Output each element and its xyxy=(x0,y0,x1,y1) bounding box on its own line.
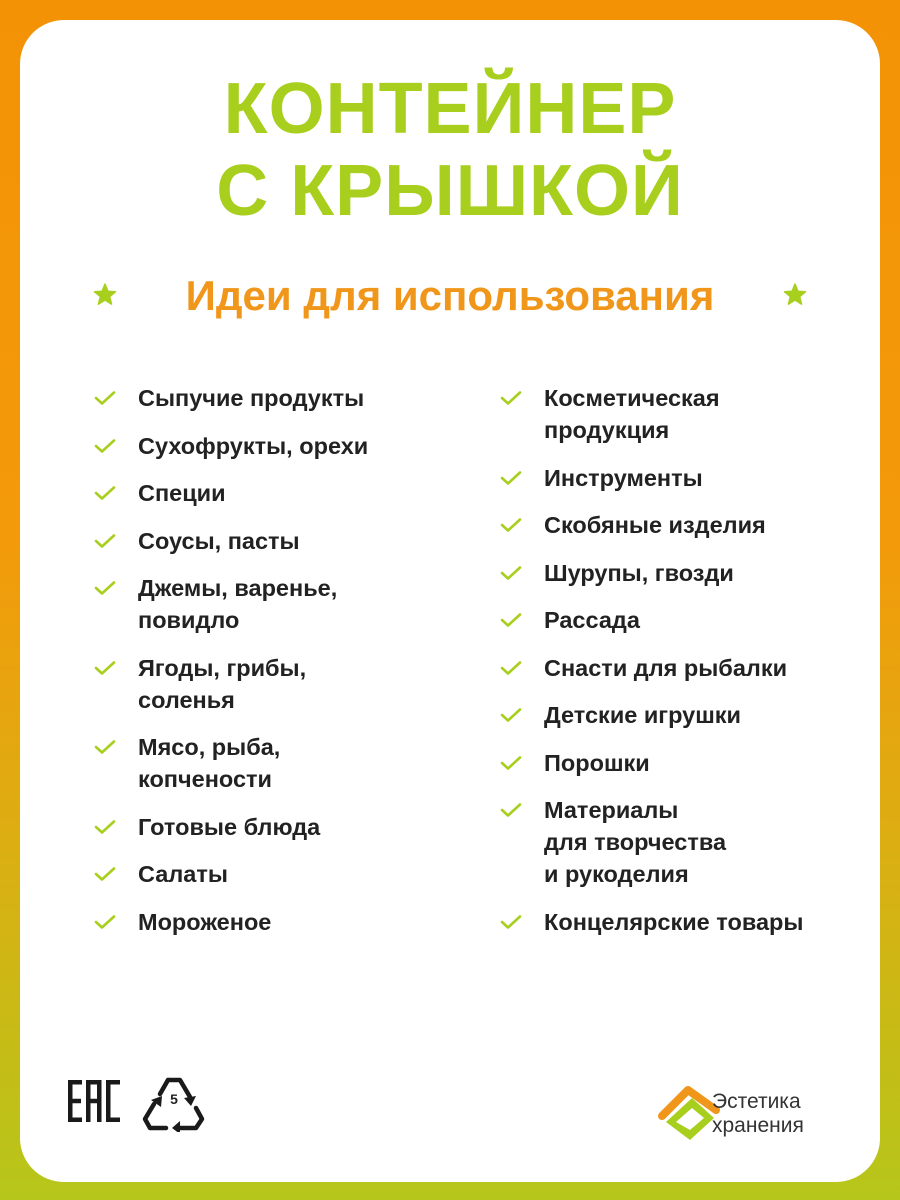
check-icon xyxy=(94,660,116,676)
list-item xyxy=(500,462,870,494)
check-icon xyxy=(94,438,116,454)
list-item-text: повидло xyxy=(138,607,240,633)
eac-icon xyxy=(66,1078,122,1124)
list-item-text: Косметическая xyxy=(544,385,720,411)
list-item-text: Концелярские товары xyxy=(544,908,804,935)
check-icon xyxy=(500,612,522,628)
list-item-text: Готовые блюда xyxy=(138,813,321,840)
list-item-text: Порошки xyxy=(544,749,650,776)
title-line-1: КОНТЕЙНЕР xyxy=(223,69,677,149)
brand-name xyxy=(712,1090,804,1138)
list-item xyxy=(94,652,474,716)
list-item-text: Салаты xyxy=(138,861,228,887)
check-icon xyxy=(500,470,522,486)
check-icon xyxy=(500,707,522,723)
list-item-text: Сыпучие продукты xyxy=(138,385,365,411)
list-item xyxy=(94,858,474,890)
list-item-text: Джемы, варенье, xyxy=(138,575,338,601)
brand-line-1: Эстетика xyxy=(712,1090,801,1113)
usage-list-left xyxy=(94,382,474,953)
check-icon xyxy=(94,739,116,755)
check-icon xyxy=(94,580,116,596)
list-item-text: для творчества xyxy=(544,829,727,855)
info-card xyxy=(20,20,880,1182)
list-item-text: Ягоды, грибы, xyxy=(138,654,307,681)
list-item xyxy=(94,525,474,557)
check-icon xyxy=(94,390,116,406)
list-item-text: Шурупы, гвозди xyxy=(544,559,734,586)
page-title xyxy=(20,68,880,232)
list-item xyxy=(94,430,474,462)
list-item xyxy=(500,557,870,589)
list-item xyxy=(94,477,474,509)
list-item xyxy=(500,509,870,541)
check-icon xyxy=(500,802,522,818)
list-item-text: Сухофрукты, орехи xyxy=(138,432,369,459)
check-icon xyxy=(94,819,116,835)
list-item xyxy=(500,906,870,938)
list-item xyxy=(94,572,474,636)
star-icon xyxy=(782,282,808,308)
list-item-text: Рассада xyxy=(544,607,640,633)
list-item xyxy=(500,699,870,731)
check-icon xyxy=(500,390,522,406)
check-icon xyxy=(500,517,522,533)
subtitle-row xyxy=(20,266,880,326)
list-item-text: продукция xyxy=(544,417,670,443)
recycle-code: 5 xyxy=(170,1091,178,1107)
list-item-text: и рукоделия xyxy=(544,861,689,887)
check-icon xyxy=(94,533,116,549)
list-item-text: Детские игрушки xyxy=(544,702,742,728)
list-item-text: Скобяные изделия xyxy=(544,512,766,538)
list-item xyxy=(94,906,474,938)
list-item xyxy=(94,811,474,843)
subtitle: Идеи для использования xyxy=(185,272,715,319)
list-item-text: копчености xyxy=(138,766,272,792)
list-item-text: Снасти для рыбалки xyxy=(544,654,788,681)
list-item xyxy=(500,652,870,684)
list-item xyxy=(500,604,870,636)
list-item-text: Соусы, пасты xyxy=(138,527,300,554)
check-icon xyxy=(500,565,522,581)
brand-line-2: хранения xyxy=(712,1114,804,1137)
check-icon xyxy=(94,866,116,882)
list-item-text: Инструменты xyxy=(544,464,703,491)
list-item-text: Материалы xyxy=(544,797,679,823)
usage-list-right xyxy=(500,382,870,953)
list-item xyxy=(500,382,870,446)
title-line-2: С КРЫШКОЙ xyxy=(216,151,684,231)
check-icon xyxy=(94,485,116,501)
check-icon xyxy=(94,914,116,930)
list-item-text: соленья xyxy=(138,686,235,713)
list-item-text: Мясо, рыба, xyxy=(138,734,281,760)
list-item xyxy=(94,731,474,795)
check-icon xyxy=(500,755,522,771)
check-icon xyxy=(500,660,522,676)
list-item xyxy=(500,794,870,890)
list-item xyxy=(500,747,870,779)
check-icon xyxy=(500,914,522,930)
list-item-text: Мороженое xyxy=(138,908,272,935)
list-item-text: Специи xyxy=(138,480,226,506)
list-item xyxy=(94,382,474,414)
